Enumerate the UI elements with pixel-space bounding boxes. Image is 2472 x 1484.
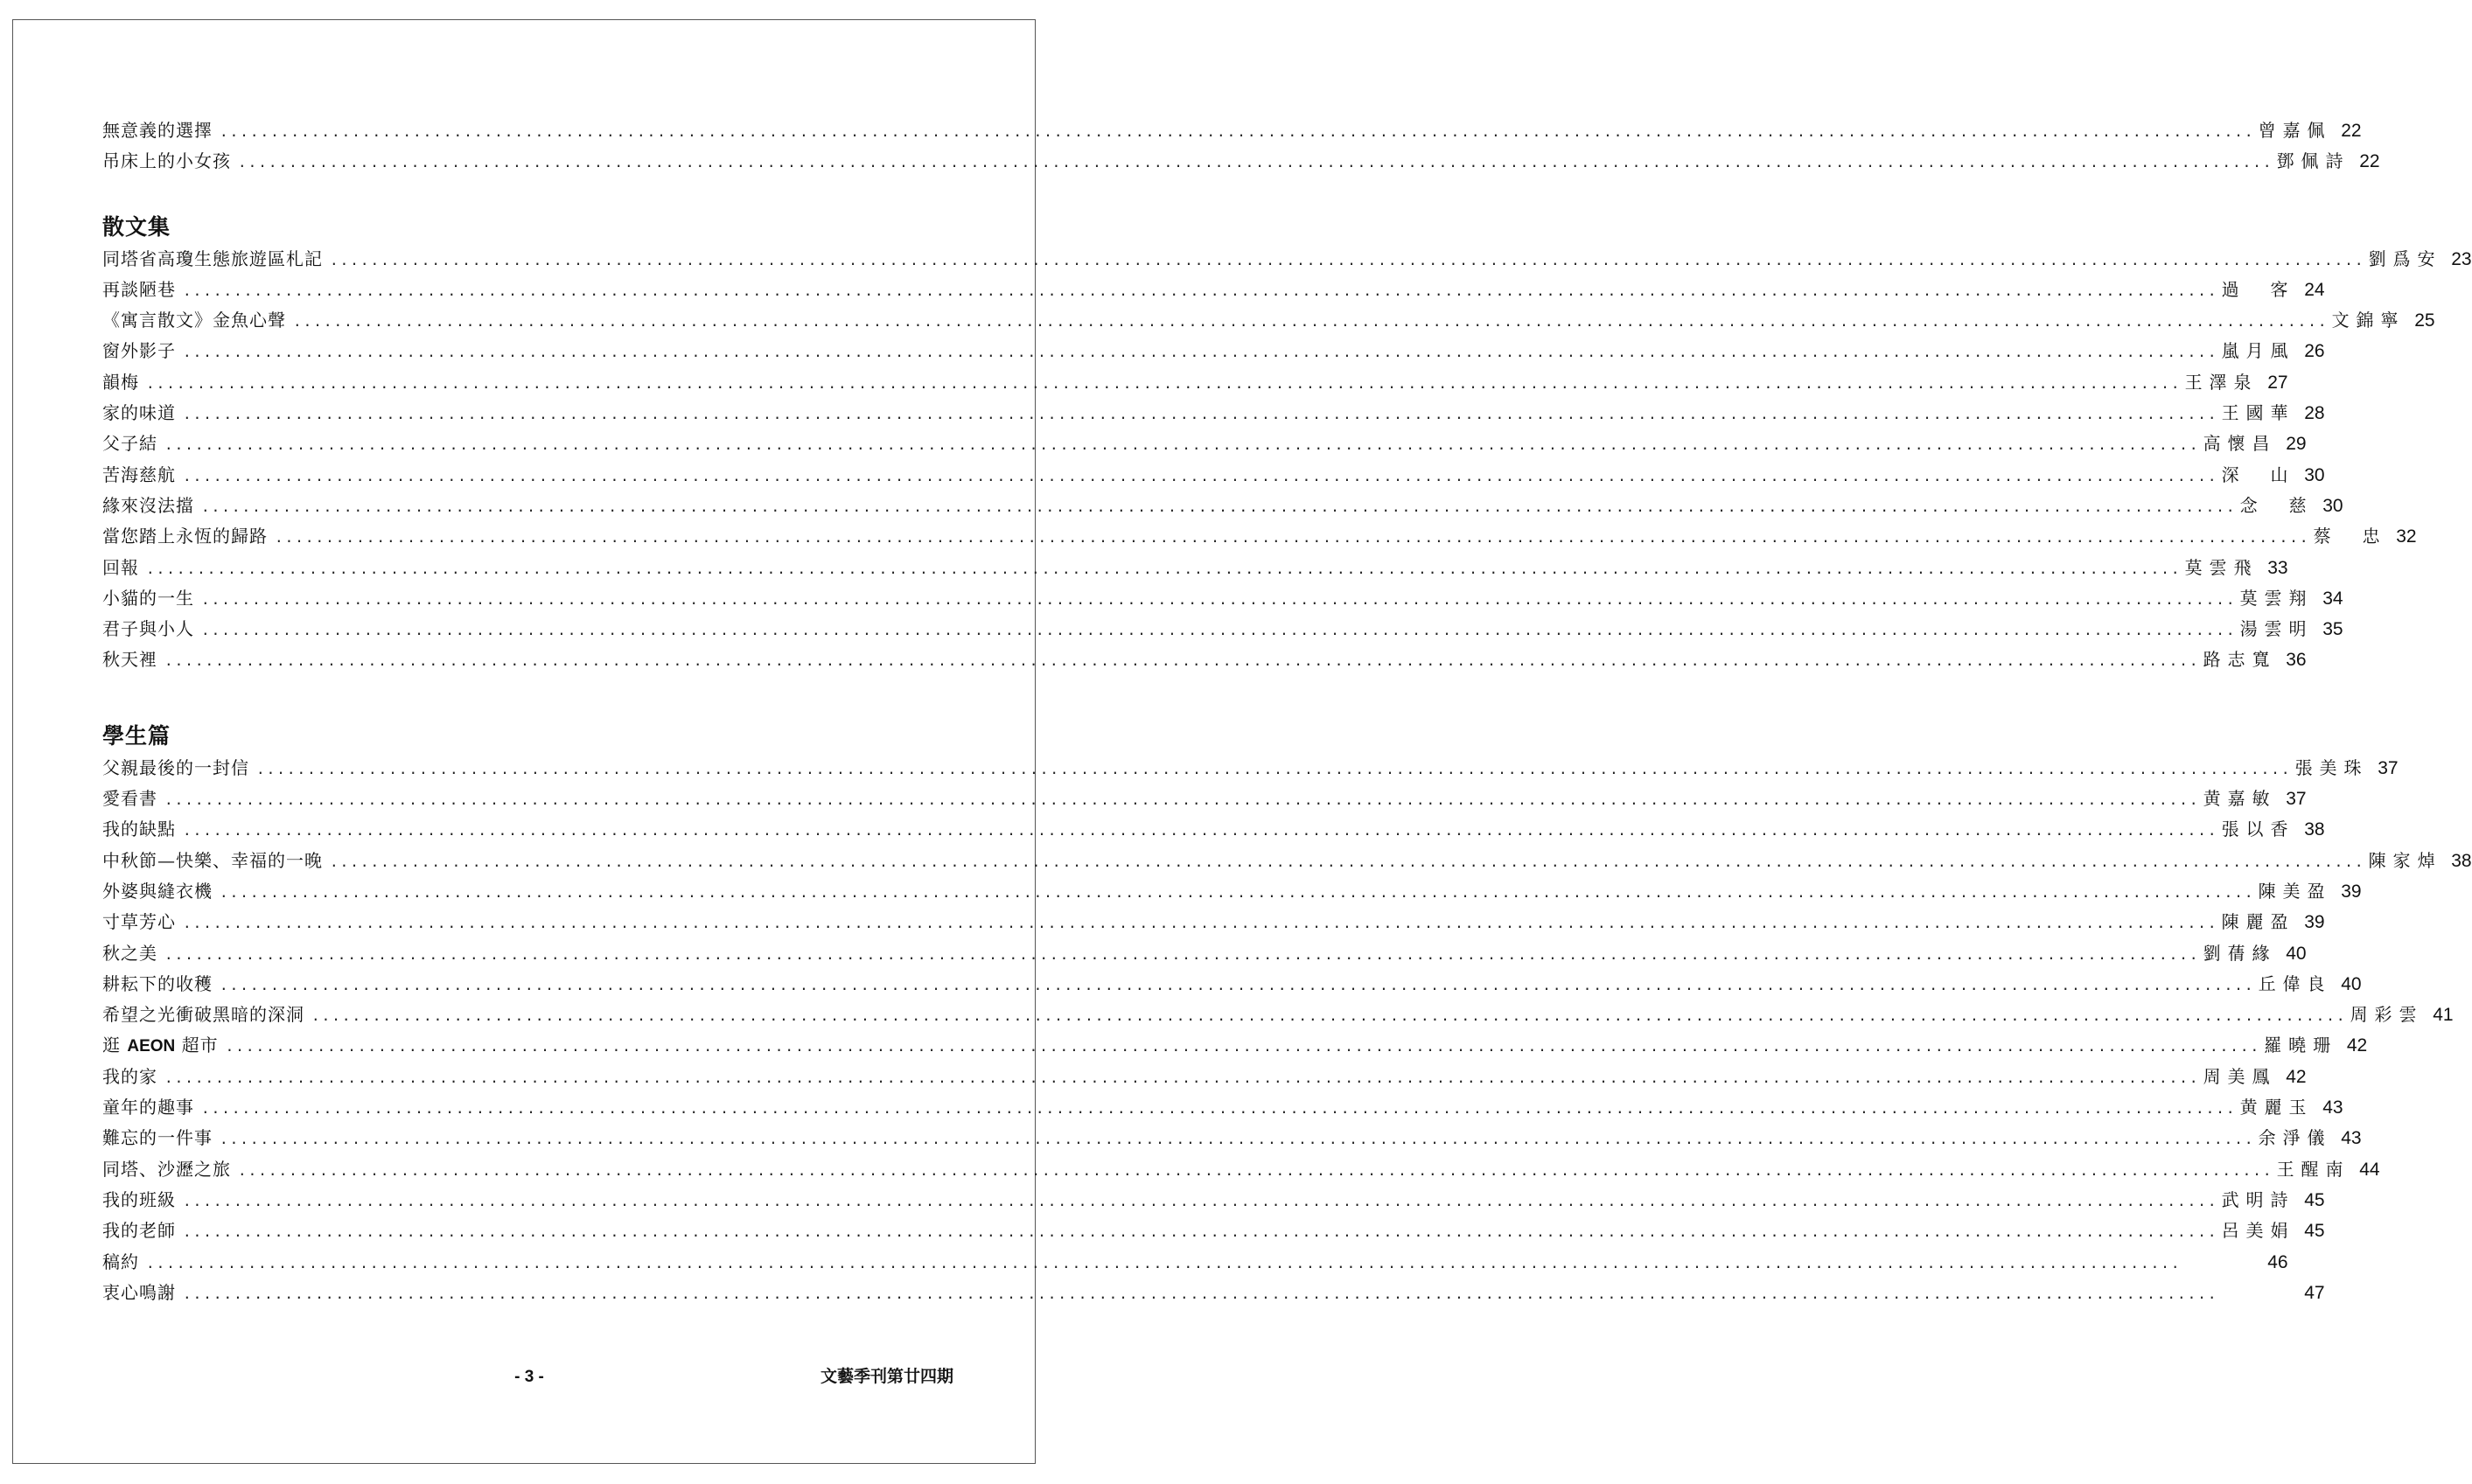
entry-page: 42 (2346, 1035, 2368, 1056)
dot-leader: ........................................................................................................................................................................................................ (220, 1131, 2255, 1148)
dot-leader: ........................................................................................................................................................................................................ (311, 1007, 2347, 1025)
entry-page: 45 (2304, 1221, 2325, 1242)
toc-entry[interactable] (102, 460, 2325, 491)
toc-entry[interactable] (102, 1062, 2307, 1092)
entry-page: 24 (2304, 279, 2325, 300)
dot-leader: ........................................................................................................................................................................................................ (183, 822, 2218, 840)
dot-leader: ........................................................................................................................................................................................................ (146, 1254, 2182, 1272)
toc-entry[interactable] (102, 146, 2380, 177)
entry-author: 嵐月風 (2221, 340, 2288, 362)
entry-page: 42 (2286, 1066, 2307, 1087)
entry-title: 再談陋巷 (102, 278, 176, 300)
dot-leader: ........................................................................................................................................................................................................ (225, 1038, 2261, 1056)
entry-author: 曾嘉佩 (2258, 120, 2325, 141)
entry-title: 外婆與縫衣機 (102, 880, 213, 902)
entry-author: 莫雲飛 (2184, 556, 2252, 578)
entry-title: 寸草芳心 (102, 911, 176, 933)
dot-leader: ........................................................................................................................................................................................................ (183, 1223, 2218, 1241)
entry-title: 緣來沒法擋 (102, 494, 194, 516)
entry-page: 45 (2304, 1189, 2325, 1210)
table-of-contents (102, 115, 2472, 1308)
entry-title: 無意義的選擇 (102, 120, 213, 141)
dot-leader: ........................................................................................................................................................................................................ (183, 406, 2218, 423)
toc-entry[interactable] (102, 367, 2288, 398)
dot-leader: ........................................................................................................................................................................................................ (293, 313, 2329, 331)
dot-leader: ........................................................................................................................................................................................................ (238, 1161, 2273, 1179)
entry-page: 25 (2414, 310, 2435, 331)
entry-page: 39 (2304, 912, 2325, 933)
section-heading: 學生篇 (102, 722, 171, 749)
entry-page: 43 (2322, 1097, 2343, 1118)
entry-author: 王醒南 (2276, 1158, 2343, 1180)
entry-page: 23 (2451, 248, 2472, 269)
toc-entry[interactable] (102, 1030, 2368, 1061)
entry-page: 40 (2341, 973, 2362, 994)
dot-leader: ........................................................................................................................................................................................................ (164, 652, 2200, 670)
entry-title: 家的味道 (102, 402, 176, 424)
dot-leader: ........................................................................................................................................................................................................ (164, 436, 2200, 454)
toc-section-students (102, 721, 2472, 1308)
entry-author: 王國華 (2221, 402, 2288, 424)
dot-leader: ........................................................................................................................................................................................................ (183, 1192, 2218, 1209)
entry-title: 小貓的一生 (102, 587, 194, 609)
dot-leader: ........................................................................................................................................................................................................ (201, 590, 2237, 608)
entry-author: 周彩雲 (2350, 1004, 2417, 1026)
entry-page: 22 (2359, 151, 2380, 172)
entry-page: 47 (2304, 1282, 2325, 1303)
entry-author: 莫雲翔 (2239, 587, 2307, 609)
entry-author: 丘偉良 (2258, 972, 2325, 994)
entry-author: 文錦寧 (2331, 310, 2399, 331)
toc-entry[interactable] (102, 428, 2307, 459)
entry-author: 高懷昌 (2203, 433, 2270, 455)
entry-title: 耕耘下的收穫 (102, 972, 213, 994)
entry-page: 22 (2341, 121, 2362, 141)
toc-entry[interactable] (102, 907, 2325, 937)
entry-page: 46 (2267, 1251, 2288, 1272)
entry-page: 37 (2378, 757, 2399, 778)
entry-author: 余淨儀 (2258, 1127, 2325, 1149)
entry-page: 40 (2286, 943, 2307, 964)
entry-title: 我的班級 (102, 1188, 176, 1210)
entry-title (102, 1030, 219, 1062)
section-heading: 散文集 (102, 213, 171, 240)
entry-title: 父子結 (102, 433, 157, 455)
entry-author: 陳美盈 (2258, 880, 2325, 902)
entry-page: 41 (2433, 1005, 2454, 1026)
toc-entry[interactable] (102, 614, 2343, 644)
entry-author: 黄嘉敏 (2203, 788, 2270, 810)
toc-entry[interactable] (102, 784, 2307, 814)
entry-page: 30 (2322, 495, 2343, 516)
footer-publication-title: 文藝季刊第廿四期 (820, 1367, 953, 1386)
dot-leader: ........................................................................................................................................................................................................ (330, 251, 2365, 268)
dot-leader: ........................................................................................................................................................................................................ (201, 498, 2237, 515)
toc-entry[interactable] (102, 1185, 2325, 1216)
entry-title: 父親最後的一封信 (102, 756, 249, 778)
entry-author: 劉蒨緣 (2203, 942, 2270, 964)
dot-leader: ........................................................................................................................................................................................................ (201, 622, 2237, 639)
dot-leader: ........................................................................................................................................................................................................ (183, 282, 2218, 299)
toc-section-prose (102, 212, 2472, 676)
entry-page: 35 (2322, 619, 2343, 640)
entry-author: 武明詩 (2221, 1188, 2288, 1210)
entry-title: 我的老師 (102, 1220, 176, 1242)
toc-entry[interactable] (102, 1216, 2325, 1246)
dot-leader: ........................................................................................................................................................................................................ (256, 760, 2292, 777)
toc-entry[interactable] (102, 1278, 2325, 1308)
entry-title: 吊床上的小女孩 (102, 150, 231, 172)
dot-leader: ........................................................................................................................................................................................................ (183, 467, 2218, 484)
toc-entry[interactable] (102, 583, 2343, 614)
toc-entry[interactable] (102, 553, 2288, 583)
entry-title: 愛看書 (102, 788, 157, 810)
toc-entry[interactable] (102, 814, 2325, 845)
entry-author: 鄧佩詩 (2276, 150, 2343, 172)
entry-page: 34 (2322, 588, 2343, 609)
entry-author: 路志寬 (2203, 649, 2270, 671)
toc-entry[interactable] (102, 521, 2417, 552)
dot-leader: ........................................................................................................................................................................................................ (183, 344, 2218, 361)
entry-author: 過 客 (2221, 278, 2288, 300)
entry-page: 39 (2341, 881, 2362, 902)
dot-leader: ........................................................................................................................................................................................................ (275, 529, 2310, 547)
entry-title: 中秋節—快樂、幸福的一晚 (102, 849, 323, 871)
dot-leader: ........................................................................................................................................................................................................ (146, 560, 2182, 577)
entry-title-part: 逛 (102, 1035, 128, 1056)
entry-title: 韻梅 (102, 371, 139, 393)
entry-author: 張美珠 (2294, 756, 2362, 778)
toc-entry[interactable] (102, 1154, 2380, 1185)
entry-title: 希望之光衝破黑暗的深洞 (102, 1004, 304, 1026)
entry-author: 王澤泉 (2184, 371, 2252, 393)
dot-leader: ........................................................................................................................................................................................................ (164, 1069, 2200, 1086)
toc-entry[interactable] (102, 115, 2362, 146)
toc-entry[interactable] (102, 305, 2435, 336)
entry-title: 苦海慈航 (102, 463, 176, 485)
entry-title: 當您踏上永恆的歸路 (102, 526, 268, 547)
entry-page: 36 (2286, 650, 2307, 671)
toc-section-continued (102, 115, 2380, 178)
entry-author: 陳麗盈 (2221, 911, 2288, 933)
entry-author: 呂美娟 (2221, 1220, 2288, 1242)
toc-entry[interactable] (102, 1000, 2454, 1030)
entry-title: 君子與小人 (102, 618, 194, 640)
entry-author: 周美鳳 (2203, 1065, 2270, 1087)
entry-title: 難忘的一件事 (102, 1127, 213, 1149)
entry-page: 32 (2396, 526, 2417, 547)
toc-entry[interactable] (102, 1092, 2343, 1123)
entry-title: 窗外影子 (102, 340, 176, 362)
entry-page: 27 (2267, 372, 2288, 393)
entry-page: 37 (2286, 789, 2307, 810)
entry-author: 陳家焯 (2368, 849, 2435, 871)
dot-leader: ........................................................................................................................................................................................................ (238, 154, 2273, 171)
dot-leader: ........................................................................................................................................................................................................ (146, 374, 2182, 392)
entry-title: 同塔省高瓊生態旅遊區札記 (102, 247, 323, 269)
entry-author: 蔡 忠 (2313, 526, 2380, 547)
dot-leader: ........................................................................................................................................................................................................ (220, 123, 2255, 140)
dot-leader: ........................................................................................................................................................................................................ (164, 945, 2200, 963)
entry-author: 湯雲明 (2239, 618, 2307, 640)
toc-entry[interactable] (102, 336, 2325, 366)
entry-title: 衷心鳴謝 (102, 1281, 176, 1303)
toc-entry[interactable] (102, 1247, 2288, 1278)
entry-title: 童年的趣事 (102, 1097, 194, 1118)
dot-leader: ........................................................................................................................................................................................................ (201, 1100, 2237, 1118)
toc-entry[interactable] (102, 491, 2343, 521)
entry-page: 38 (2451, 850, 2472, 871)
dot-leader: ........................................................................................................................................................................................................ (330, 853, 2365, 870)
entry-title: 同塔、沙瀝之旅 (102, 1158, 231, 1180)
dot-leader: ........................................................................................................................................................................................................ (183, 1285, 2218, 1302)
toc-entry[interactable] (102, 644, 2307, 675)
toc-entry[interactable] (102, 398, 2325, 428)
toc-entry[interactable] (102, 969, 2362, 1000)
toc-entry[interactable] (102, 1123, 2362, 1153)
entry-title: 稿約 (102, 1251, 139, 1272)
entry-author: 念 慈 (2239, 494, 2307, 516)
toc-entry[interactable] (102, 876, 2362, 907)
toc-entry[interactable] (102, 846, 2472, 876)
entry-title: 我的家 (102, 1065, 157, 1087)
entry-title: 秋天裡 (102, 649, 157, 671)
entry-title-part: 超市 (175, 1035, 219, 1056)
entry-page: 38 (2304, 819, 2325, 840)
entry-title: 《寓言散文》金魚心聲 (102, 310, 286, 331)
entry-author: 羅曉珊 (2264, 1035, 2331, 1056)
toc-entry[interactable] (102, 753, 2399, 784)
toc-entry[interactable] (102, 244, 2472, 275)
entry-page: 33 (2267, 557, 2288, 578)
entry-page: 43 (2341, 1128, 2362, 1149)
entry-title: 回報 (102, 556, 139, 578)
dot-leader: ........................................................................................................................................................................................................ (164, 791, 2200, 809)
entry-title: 我的缺點 (102, 819, 176, 840)
entry-author: 劉爲安 (2368, 247, 2435, 269)
toc-entry[interactable] (102, 275, 2325, 305)
dot-leader: ........................................................................................................................................................................................................ (220, 883, 2255, 901)
dot-leader: ........................................................................................................................................................................................................ (183, 915, 2218, 932)
entry-author: 張以香 (2221, 819, 2288, 840)
entry-page: 28 (2304, 403, 2325, 424)
footer-page-number: - 3 - (514, 1368, 544, 1386)
entry-author: 黄麗玉 (2239, 1097, 2307, 1118)
entry-title: 秋之美 (102, 942, 157, 964)
entry-page: 29 (2286, 434, 2307, 455)
toc-entry[interactable] (102, 938, 2307, 969)
entry-page: 26 (2304, 341, 2325, 362)
entry-page: 30 (2304, 464, 2325, 485)
entry-author: 深 山 (2221, 463, 2288, 485)
entry-title-latin: AEON (127, 1037, 176, 1056)
dot-leader: ........................................................................................................................................................................................................ (220, 976, 2255, 993)
entry-page: 44 (2359, 1159, 2380, 1180)
